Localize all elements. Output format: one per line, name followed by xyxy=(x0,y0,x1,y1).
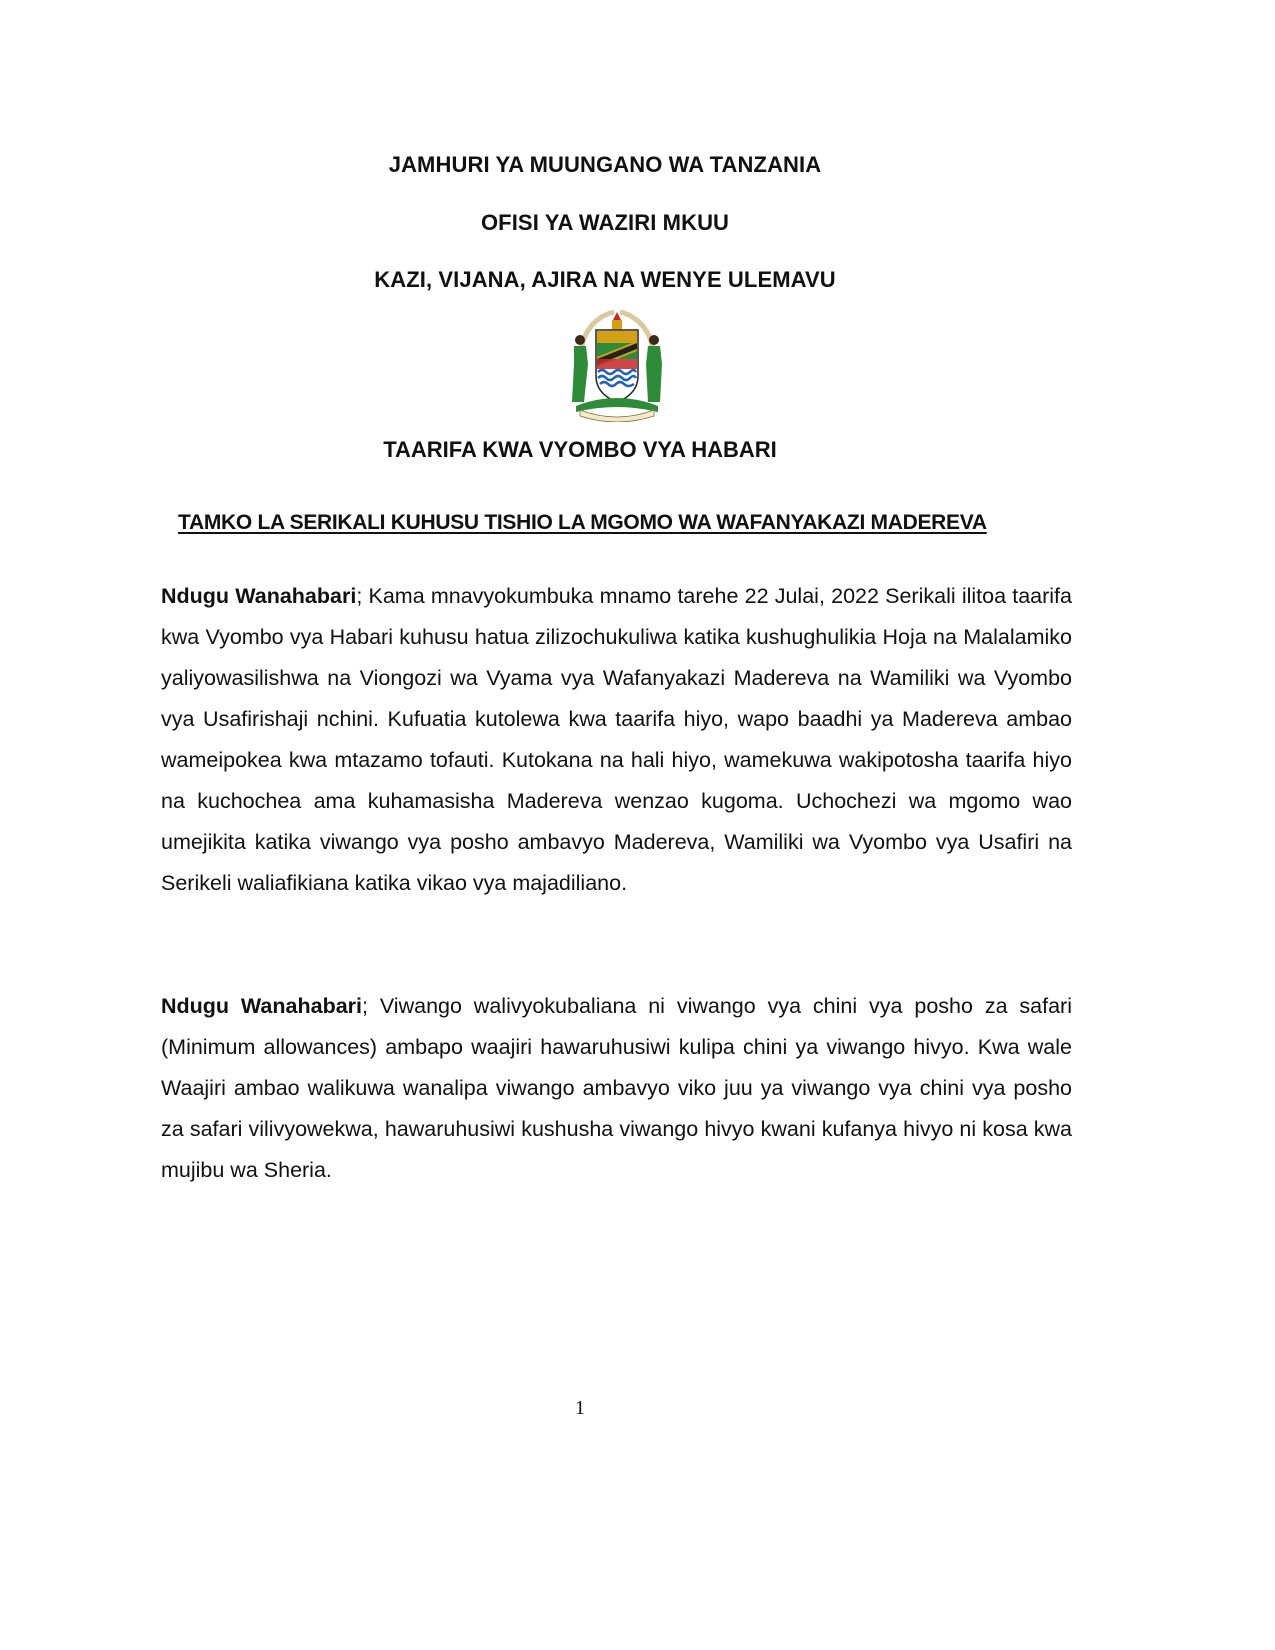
paragraph-1-lead: Ndugu Wanahabari xyxy=(161,584,357,608)
paragraph-1 xyxy=(161,576,1072,904)
paragraph-1-text: ; Kama mnavyokumbuka mnamo tarehe 22 Julai, 2022 Serikali ilitoa taarifa kwa Vyombo vya Habari kuhusu hatua zilizochukuliwa katika kushughulikia Hoja na Malalamiko yaliyowasilishwa na Viongozi wa Vyama vya Wafanyakazi Madereva na Wamiliki wa Vyombo vya Usafirishaji nchini. Kufuatia kutolewa kwa taarifa hiyo, wapo baadhi ya Madereva ambao wameipokea kwa mtazamo tofauti. Kutokana na hali hiyo, wamekuwa wakipotosha taarifa hiyo na kuchochea ama kuhamasisha Madereva wenzao kugoma. Uchochezi wa mgomo wao umejikita katika viwango vya posho ambavyo Madereva, Wamiliki wa Vyombo vya Usafiri na Serikeli waliafikiana katika vikao vya majadiliano. xyxy=(161,584,1072,895)
statement-title: TAMKO LA SERIKALI KUHUSU TISHIO LA MGOMO WA WAFANYAKAZI MADEREVA xyxy=(178,511,987,534)
page-number: 1 xyxy=(575,1397,585,1419)
paragraph-2 xyxy=(161,986,1072,1191)
paragraph-2-text: ; Viwango walivyokubaliana ni viwango vya chini vya posho za safari (Minimum allowances) ambapo waajiri hawaruhusiwi kulipa chini ya viwango hivyo. Kwa wale Waajiri ambao walikuwa wanalipa viwango ambavyo viko juu ya viwango vya chini vya posho za safari vilivyowekwa, hawaruhusiwi kushusha viwango hivyo kwani kufanya hivyo ni kosa kwa mujibu wa Sheria. xyxy=(161,994,1072,1182)
paragraph-2-lead: Ndugu Wanahabari xyxy=(161,994,362,1018)
tanzania-coat-of-arms-icon xyxy=(566,306,668,422)
header-republic: JAMHURI YA MUUNGANO WA TANZANIA xyxy=(388,152,822,177)
header-office: OFISI YA WAZIRI MKUU xyxy=(480,210,730,235)
press-release-title: TAARIFA KWA VYOMBO VYA HABARI xyxy=(383,437,777,462)
header-department: KAZI, VIJANA, AJIRA NA WENYE ULEMAVU xyxy=(374,267,836,292)
